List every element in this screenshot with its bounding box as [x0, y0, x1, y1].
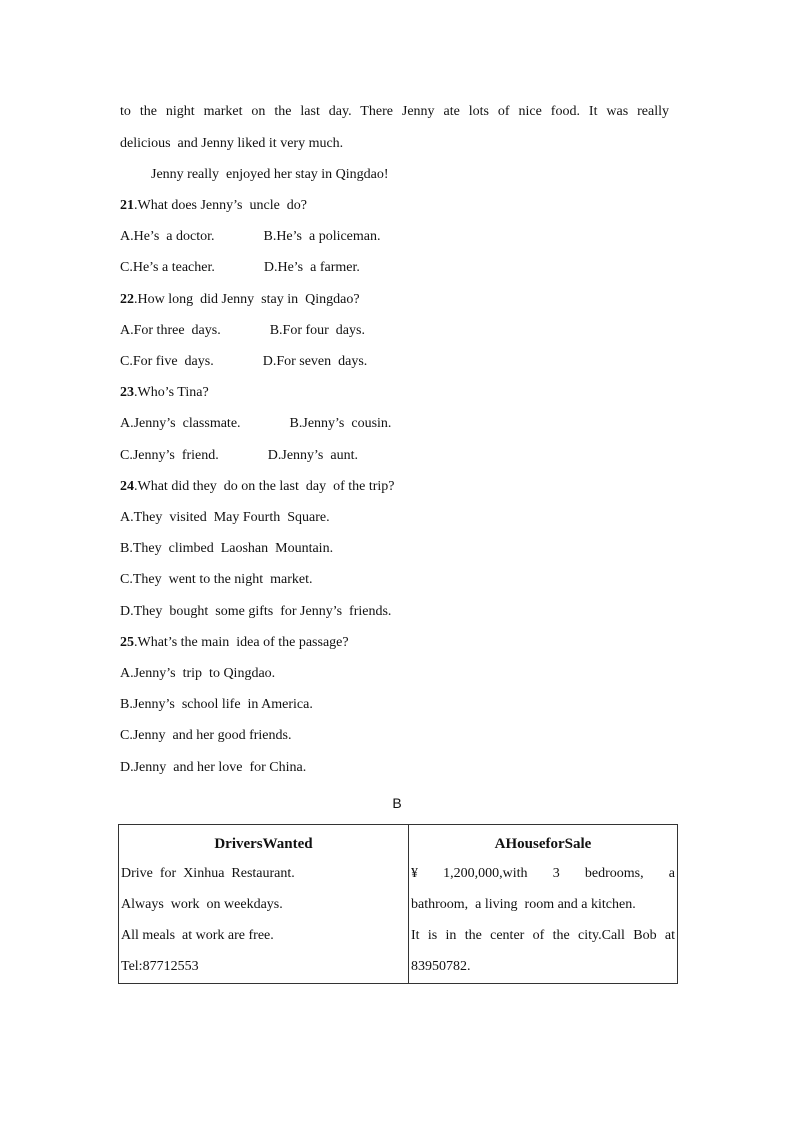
- question-text: .How long did Jenny stay in Qingdao?: [134, 292, 360, 307]
- question-text: .What did they do on the last day of the trip?: [134, 479, 395, 494]
- question-stem: [120, 290, 360, 310]
- house-for-sale-ad: [409, 825, 678, 984]
- question-stem: [120, 383, 209, 403]
- answer-option: B.They climbed Laoshan Mountain.: [120, 541, 334, 556]
- answer-option: C.Jenny’s friend. D.Jenny’s aunt.: [120, 448, 358, 463]
- answer-option: A.He’s a doctor. B.He’s a policeman.: [120, 229, 381, 244]
- answer-option: D.They bought some gifts for Jenny’s friends.: [120, 604, 392, 619]
- question-number: 24: [120, 479, 134, 494]
- question-number: 22: [120, 292, 134, 307]
- ads-table: [118, 824, 678, 984]
- question-stem: [120, 633, 349, 653]
- answer-option: C.Jenny and her good friends.: [120, 728, 292, 743]
- answer-option: A.Jenny’s classmate. B.Jenny’s cousin.: [120, 416, 392, 431]
- question-stem: [120, 196, 307, 216]
- answer-option: B.Jenny’s school life in America.: [120, 697, 313, 712]
- answer-option: C.They went to the night market.: [120, 572, 313, 587]
- drivers-ad-line: Always work on weekdays.: [121, 897, 283, 912]
- answer-option: A.For three days. B.For four days.: [120, 323, 365, 338]
- drivers-ad-line: Drive for Xinhua Restaurant.: [121, 866, 295, 881]
- question-stem: [120, 477, 395, 497]
- section-label: B: [392, 795, 402, 811]
- drivers-ad-line: All meals at work are free.: [121, 928, 274, 943]
- house-ad-line: bathroom, a living room and a kitchen.: [411, 897, 636, 912]
- answer-option: C.For five days. D.For seven days.: [120, 354, 368, 369]
- passage-line-3: Jenny really enjoyed her stay in Qingdao!: [151, 167, 389, 182]
- passage-line-2: delicious and Jenny liked it very much.: [120, 136, 344, 151]
- house-ad-line: ¥ 1,200,000,with 3 bedrooms, a: [411, 866, 675, 881]
- drivers-wanted-ad: [119, 825, 409, 984]
- house-ad-line: It is in the center of the city.Call Bob at: [411, 928, 675, 943]
- answer-option: C.He’s a teacher. D.He’s a farmer.: [120, 260, 360, 275]
- question-text: .What does Jenny’s uncle do?: [134, 198, 308, 213]
- question-number: 23: [120, 385, 134, 400]
- drivers-ad-line: Tel:87712553: [121, 959, 199, 974]
- answer-option: D.Jenny and her love for China.: [120, 760, 307, 775]
- house-ad-line: 83950782.: [411, 959, 471, 974]
- answer-option: A.Jenny’s trip to Qingdao.: [120, 666, 276, 681]
- question-number: 25: [120, 635, 134, 650]
- question-text: .What’s the main idea of the passage?: [134, 635, 349, 650]
- house-ad-title: AHouseforSale: [494, 836, 592, 852]
- passage-line-1: to the night market on the last day. There Jenny ate lots of nice food. It was really: [120, 104, 669, 119]
- drivers-ad-title: DriversWanted: [214, 836, 313, 852]
- question-text: .Who’s Tina?: [134, 385, 209, 400]
- answer-option: A.They visited May Fourth Square.: [120, 510, 330, 525]
- question-number: 21: [120, 198, 134, 213]
